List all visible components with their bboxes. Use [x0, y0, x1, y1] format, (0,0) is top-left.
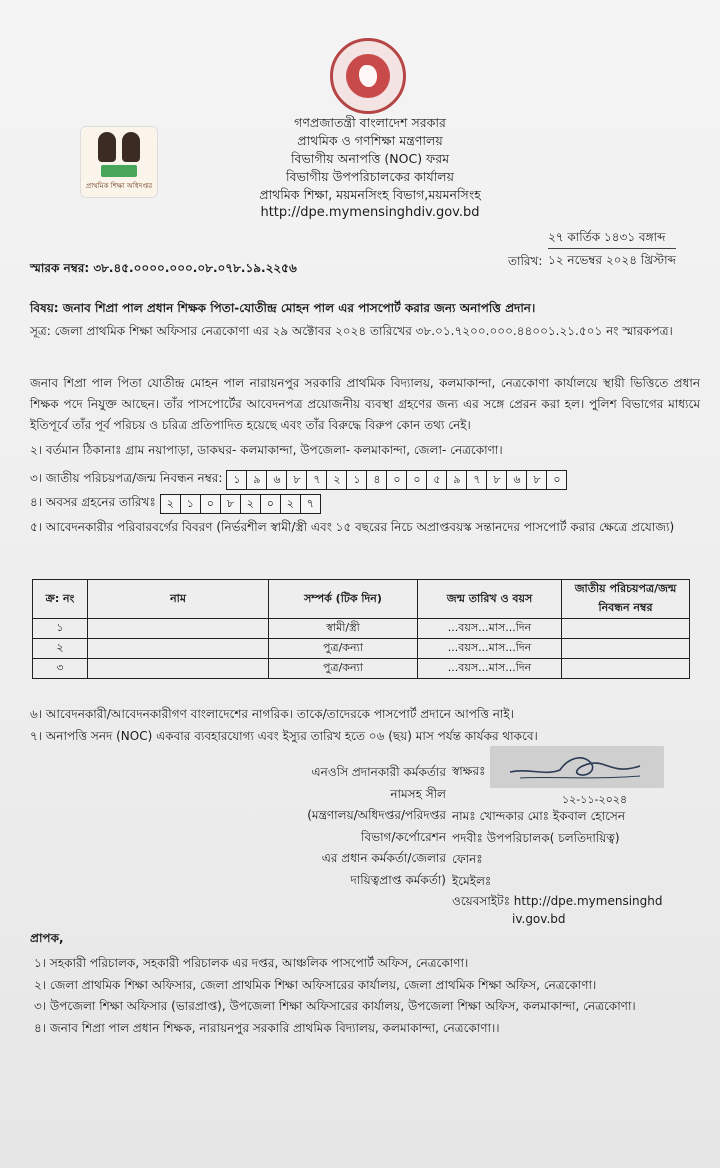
header-nid: জাতীয় পরিচয়পত্র/জন্ম নিবন্ধন নম্বর: [562, 580, 690, 619]
cell-relation: পুত্র/কন্যা: [269, 639, 418, 659]
signature-scribble: [490, 746, 664, 788]
retirement-digit-box: ৮: [221, 494, 241, 514]
retirement-row: [30, 494, 321, 514]
issuer-line: নামসহ সীল: [390, 786, 446, 801]
nid-digit-box: ১: [226, 470, 247, 490]
list-item: ৩। উপজেলা শিক্ষা অফিসার (ভারপ্রাপ্ত), উপজেলা শিক্ষা অফিসারের কার্যালয়, উপজেলা শিক্ষা অফিস, কলমাকান্দা, নেত্রকোণা।: [34, 999, 636, 1013]
nid-digit-box: ৮: [287, 470, 307, 490]
date-english: ১২ নভেম্বর ২০২৪ খ্রিস্টাব্দ: [548, 248, 676, 271]
issuer-details: [452, 806, 663, 928]
header-name: নাম: [88, 580, 269, 619]
nid-digit-box: ৬: [267, 470, 287, 490]
issuer-line: (মন্ত্রণালয়/অধিদপ্তর/পরিদপ্তর: [307, 808, 446, 822]
date-bangla: ২৭ কার্তিক ১৪৩১ বঙ্গাব্দ: [548, 230, 666, 244]
issuer-name: নামঃ খোন্দকার মোঃ ইকবাল হোসেন: [452, 809, 626, 823]
issuer-instructions: [248, 762, 446, 891]
memo-number: স্মারক নম্বর: ৩৮.৪৫.০০০০.০০০.০৮.০৭৮.১৯.২২৫৬: [30, 261, 297, 275]
reference-line: সূত্র: জেলা প্রাথমিক শিক্ষা অফিসার নেত্রকোণা এর ২৯ অক্টোবর ২০২৪ তারিখের ৩৮.০১.৭২০০.০০০.৪৪০০১.২১.৫০১ নং স্মারকপত্র।: [30, 324, 673, 338]
letterhead-line: গণপ্রজাতন্ত্রী বাংলাদেশ সরকার: [294, 115, 446, 130]
nid-digit-box: ৮: [527, 470, 547, 490]
cell-name: [88, 639, 269, 659]
government-seal-logo: [330, 38, 406, 114]
issuer-email: ইমেইলঃ: [452, 873, 492, 888]
letterhead-line: প্রাথমিক শিক্ষা, ময়মনসিংহ বিভাগ,ময়মনসিংহ: [259, 187, 481, 202]
logo-caption: প্রাথমিক শিক্ষা অধিদপ্তর: [85, 182, 153, 190]
cell-dob: ...বয়স...মাস...দিন: [418, 639, 562, 659]
subject-line: বিষয়: জনাব শিপ্রা পাল প্রধান শিক্ষক পিতা-যোতীন্দ্র মোহন পাল এর পাসপোর্ট করার জন্য অনাপত্তি প্রদান।: [30, 301, 536, 315]
header-relation: সম্পর্ক (টিক দিন): [269, 580, 418, 619]
cell-nid: [562, 619, 690, 639]
retirement-digit-box: ২: [160, 494, 181, 514]
cell-dob: ...বয়স...মাস...দিন: [418, 619, 562, 639]
cell-serial: ১: [33, 619, 88, 639]
letterhead-line: প্রাথমিক ও গণশিক্ষা মন্ত্রণালয়: [297, 133, 443, 148]
list-item: ৪। জনাব শিপ্রা পাল প্রধান শিক্ষক, নারায়নপুর সরকারি প্রাথমিক বিদ্যালয়, কলমাকান্দা, নেত্রকোণা।।: [34, 1020, 500, 1035]
retirement-digit-box: ১: [181, 494, 201, 514]
nid-digit-box: ০: [387, 470, 407, 490]
nid-digit-box: ৮: [487, 470, 507, 490]
nid-digit-box: ৭: [467, 470, 487, 490]
clause-7: ৭। অনাপত্তি সনদ (NOC) একবার ব্যবহারযোগ্য এবং ইস্যুর তারিখ হতে ০৬ (ছয়) মাস পর্যন্ত কার্যকর থাকবে।: [30, 729, 538, 743]
signature-label: স্বাক্ষরঃ: [452, 764, 486, 778]
retirement-digit-box: ০: [261, 494, 281, 514]
date-values: [548, 226, 676, 271]
retirement-digit-boxes: [160, 494, 321, 514]
list-item: ২। জেলা প্রাথমিক শিক্ষা অফিসার, জেলা প্রাথমিক শিক্ষা অফিসারের কার্যালয়, জেলা প্রাথমিক শিক্ষা অফিস, নেত্রকোণা।: [34, 977, 597, 992]
signature-image: [490, 746, 664, 788]
nid-digit-box: ১: [347, 470, 367, 490]
retirement-digit-box: ২: [281, 494, 301, 514]
retirement-label: ৪। অবসর গ্রহনের তারিখঃ: [30, 495, 156, 509]
cell-nid: [562, 639, 690, 659]
cell-nid: [562, 659, 690, 679]
issuer-line: এর প্রধান কর্মকর্তা/জেলার: [321, 851, 446, 865]
family-table: [32, 579, 690, 679]
letterhead-line: বিভাগীয় অনাপত্তি (NOC) ফরম: [290, 151, 450, 166]
nid-digit-box: ৯: [247, 470, 267, 490]
nid-digit-box: ২: [327, 470, 347, 490]
nid-digit-box: ৫: [427, 470, 447, 490]
body-paragraph: জনাব শিপ্রা পাল পিতা যোতীন্দ্র মোহন পাল নারায়নপুর সরকারি প্রাথমিক বিদ্যালয়, কলমাকান্দা, নেত্রকোণা কার্যালয়ে স্থায়ী ভিত্তিতে প্রধান শিক্ষক পদে নিযুক্ত আছেন। তাঁর পাসপোর্টের আবেদনপত্র প্রয়োজনীয় ব্যবস্থা গ্রহণের জন্য এর সঙ্গে প্রেরন করা হল। পুলিশ বিভাগের মাধ্যমে ইতিপূর্বে তাঁর পূর্ব পরিচয় ও চরিত্র প্রতিপাদিত হয়েছে এবং তাঁর বিরুদ্ধে বিরুপ কোন তথ্য নেই।: [30, 376, 700, 432]
nid-digit-box: ০: [547, 470, 567, 490]
issuer-designation: পদবীঃ উপপরিচালক( চলতিদায়িত্ব): [452, 830, 620, 845]
current-address: ২। বর্তমান ঠিকানাঃ গ্রাম নয়াপাড়া, ডাকঘর- কলমাকান্দা, উপজেলা- কলমাকান্দা, জেলা- নেত্রকোণা।: [30, 443, 503, 457]
nid-row: [30, 470, 567, 490]
cell-dob: ...বয়স...মাস...দিন: [418, 659, 562, 679]
cell-serial: ৩: [33, 659, 88, 679]
header-dob: জন্ম তারিখ ও বয়স: [418, 580, 562, 619]
issuer-line: বিভাগ/কর্পোরেশন: [361, 829, 446, 844]
issuer-line: এনওসি প্রদানকারী কর্মকর্তার: [311, 765, 446, 779]
letterhead-url: http://dpe.mymensinghdiv.gov.bd: [260, 205, 480, 220]
retirement-digit-box: ২: [241, 494, 261, 514]
nid-digit-box: ৪: [367, 470, 387, 490]
header-serial: ক্র: নং: [33, 580, 88, 619]
signature-date: ১২-১১-২০২৪: [562, 793, 628, 806]
cell-relation: স্বামী/স্ত্রী: [269, 619, 418, 639]
nid-digit-box: ৬: [507, 470, 527, 490]
list-item: ১। সহকারী পরিচালক, সহকারী পরিচালক এর দপ্তর, আঞ্চলিক পাসপোর্ট অফিস, নেত্রকোণা।: [34, 956, 469, 970]
cell-relation: পুত্র/কন্যা: [269, 659, 418, 679]
nid-digit-boxes: [226, 470, 567, 490]
letterhead: [180, 114, 560, 222]
table-header-row: [33, 580, 690, 619]
date-label: তারিখ:: [508, 254, 543, 268]
nid-digit-box: ৭: [307, 470, 327, 490]
retirement-digit-box: ০: [201, 494, 221, 514]
clause-6: ৬। আবেদনকারী/আবেদনকারীগণ বাংলাদেশের নাগরিক। তাকে/তাদেরকে পাসপোর্ট প্রদানে আপত্তি নাই।: [30, 707, 514, 721]
nid-digit-box: ৯: [447, 470, 467, 490]
issuer-phone: ফোনঃ: [452, 852, 483, 866]
nid-label: ৩। জাতীয় পরিচয়পত্র/জন্ম নিবন্ধন নম্বর:: [30, 471, 223, 485]
cell-name: [88, 619, 269, 639]
family-note: ৫। আবেদনকারীর পরিবারবর্গের বিবরণ (নির্ভরশীল স্বামী/স্ত্রী এবং ১৫ বছরের নিচে অপ্রাপ্তবয়স্ক সন্তানদের পাসপোর্ট করার ক্ষেত্রে প্রযোজ্য): [30, 520, 675, 534]
issuer-website-cont: iv.gov.bd: [512, 912, 566, 926]
table-row: [33, 659, 690, 679]
recipients-title: প্রাপক,: [30, 931, 64, 945]
dpe-logo: [80, 126, 158, 198]
letterhead-line: বিভাগীয় উপপরিচালকের কার্যালয়: [286, 169, 454, 184]
nid-digit-box: ০: [407, 470, 427, 490]
recipients-list: [34, 953, 694, 1039]
table-row: [33, 639, 690, 659]
table-row: [33, 619, 690, 639]
issuer-line: দায়িত্বপ্রাপ্ত কর্মকর্তা): [350, 872, 446, 887]
cell-serial: ২: [33, 639, 88, 659]
issuer-website: ওয়েবসাইটঃ http://dpe.mymensinghd: [452, 894, 663, 908]
retirement-digit-box: ৭: [301, 494, 321, 514]
cell-name: [88, 659, 269, 679]
